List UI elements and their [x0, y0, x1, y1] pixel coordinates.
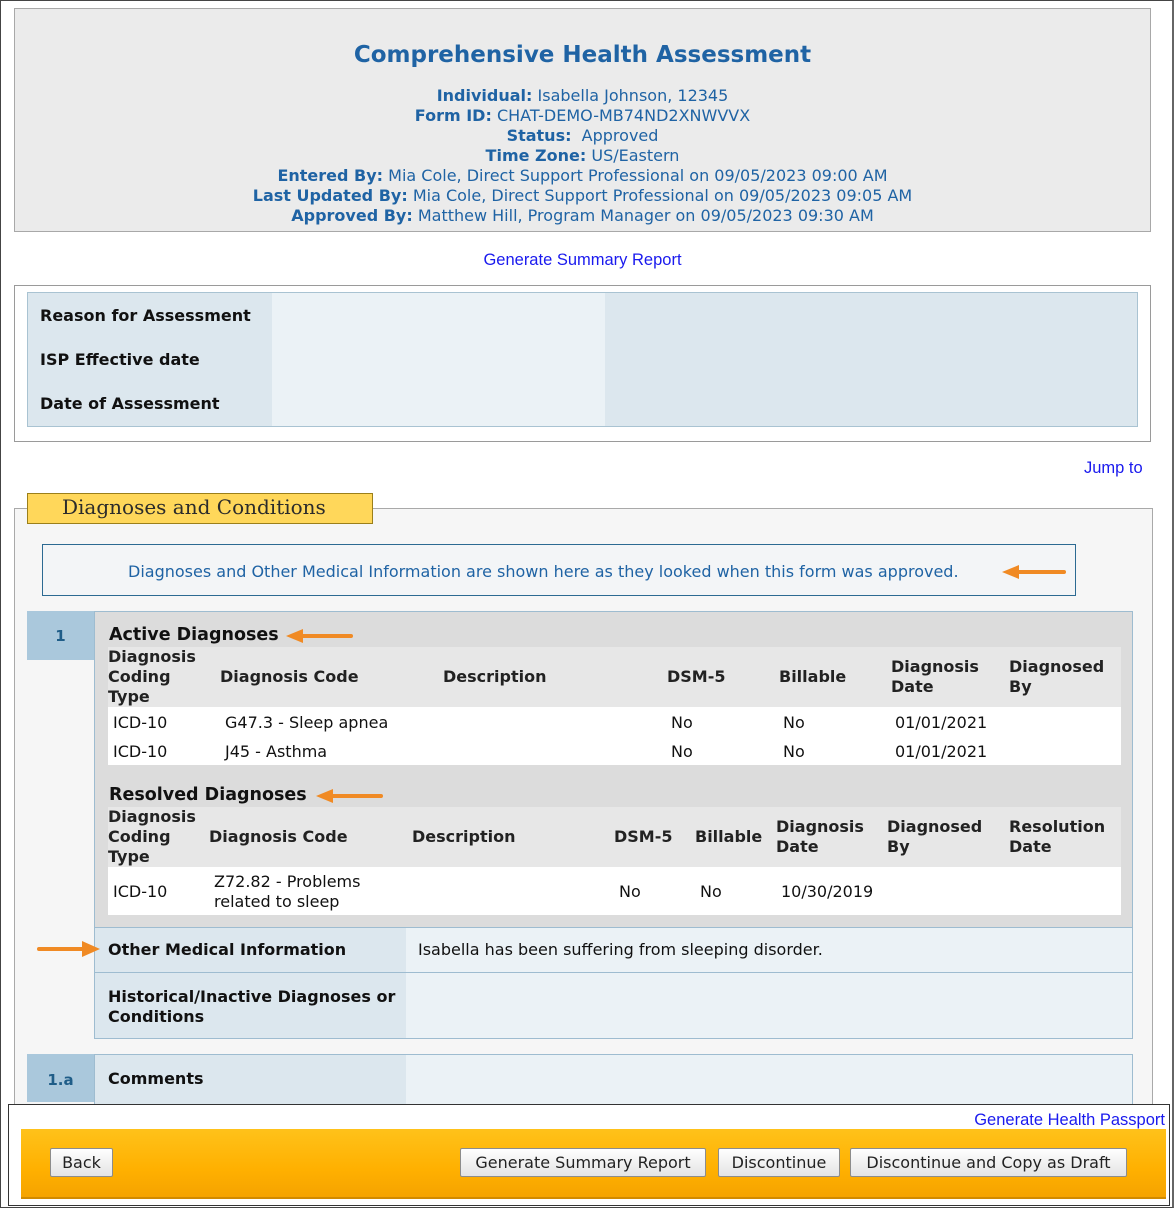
info-label-column [28, 293, 272, 426]
form-header [14, 8, 1151, 232]
last-updated-line: Last Updated By: Mia Cole, Direct Support Professional on 09/05/2023 09:05 AM [252, 186, 913, 205]
col-coding-type: Diagnosis Coding Type [108, 807, 196, 866]
discontinue-copy-draft-button[interactable]: Discontinue and Copy as Draft [850, 1148, 1127, 1177]
col-description: Description [443, 667, 547, 686]
col-diagnosis-date: Diagnosis Date [891, 657, 979, 696]
footer-action-bar [21, 1129, 1166, 1199]
active-diagnoses-header [108, 647, 1121, 707]
arrow-right-icon [36, 940, 102, 958]
col-billable: Billable [779, 667, 847, 686]
col-description: Description [412, 827, 516, 846]
col-dsm5: DSM-5 [614, 827, 673, 846]
col-diagnosed-by: Diagnosed By [887, 817, 983, 856]
other-medical-info-row [95, 927, 1132, 972]
info-value-column [272, 293, 605, 426]
timezone-line: Time Zone: US/Eastern [485, 146, 680, 165]
isp-effective-date-label: ISP Effective date [40, 350, 200, 369]
historical-diagnoses-row [95, 972, 1132, 1038]
generate-summary-report-button[interactable]: Generate Summary Report [460, 1148, 706, 1177]
col-diagnosis-code: Diagnosis Code [220, 667, 359, 686]
col-diagnosed-by: Diagnosed By [1009, 657, 1105, 696]
generate-summary-report-link[interactable]: Generate Summary Report [483, 251, 682, 269]
comments-label: Comments [108, 1069, 204, 1088]
reason-for-assessment-label: Reason for Assessment [40, 306, 251, 325]
col-billable: Billable [695, 827, 763, 846]
assessment-info-table [27, 292, 1138, 427]
col-diagnosis-date: Diagnosis Date [776, 817, 864, 856]
other-medical-info-value: Isabella has been suffering from sleeping disorder. [418, 940, 823, 959]
col-resolution-date: Resolution Date [1009, 817, 1106, 856]
item-number-1a: 1.a [27, 1054, 94, 1102]
resolved-diagnoses-header [108, 807, 1121, 867]
back-button[interactable]: Back [50, 1148, 113, 1177]
form-metadata [15, 86, 1150, 226]
approved-by-line: Approved By: Matthew Hill, Program Manager on 09/05/2023 09:30 AM [291, 206, 874, 225]
approval-notice-text: Diagnoses and Other Medical Information are shown here as they looked when this form was approved. [128, 562, 959, 581]
page-title: Comprehensive Health Assessment [353, 42, 812, 68]
footer-toolbar [8, 1104, 1170, 1206]
col-dsm5: DSM-5 [667, 667, 726, 686]
active-diagnoses-title: Active Diagnoses [109, 625, 279, 645]
other-medical-info-label: Other Medical Information [108, 940, 347, 959]
resolved-diagnoses-body: ICD-10 Z72.82 - Problems related to sleep No No 10/30/2019 [108, 867, 1121, 915]
col-coding-type: Diagnosis Coding Type [108, 647, 196, 706]
col-diagnosis-code: Diagnosis Code [209, 827, 348, 846]
date-of-assessment-label: Date of Assessment [40, 394, 220, 413]
historical-diagnoses-label: Historical/Inactive Diagnoses or Conditions [108, 987, 396, 1026]
arrow-left-icon [315, 788, 385, 804]
active-diagnoses-body: ICD-10 G47.3 - Sleep apnea No No 01/01/2021 ICD-10 J45 - Asthma No No 01/01/2021 [108, 707, 1121, 765]
section-title-tab: Diagnoses and Conditions [27, 493, 373, 524]
item-number-1: 1 [27, 611, 94, 660]
arrow-left-icon [285, 628, 355, 644]
entered-by-line: Entered By: Mia Cole, Direct Support Professional on 09/05/2023 09:00 AM [277, 166, 888, 185]
assessment-info-box [14, 285, 1151, 442]
form-id-line: Form ID: CHAT-DEMO-MB74ND2XNWVVX [414, 106, 751, 125]
resolved-diagnoses-title: Resolved Diagnoses [109, 785, 307, 805]
generate-health-passport-link[interactable]: Generate Health Passport [974, 1111, 1165, 1129]
approval-notice [42, 544, 1076, 596]
status-line: Status: Approved [506, 126, 659, 145]
diagnoses-content [94, 611, 1133, 1039]
individual-line: Individual: Isabella Johnson, 12345 [436, 86, 729, 105]
discontinue-button[interactable]: Discontinue [718, 1148, 840, 1177]
jump-to-link[interactable]: Jump to [1084, 459, 1143, 477]
arrow-left-icon [1001, 564, 1067, 580]
